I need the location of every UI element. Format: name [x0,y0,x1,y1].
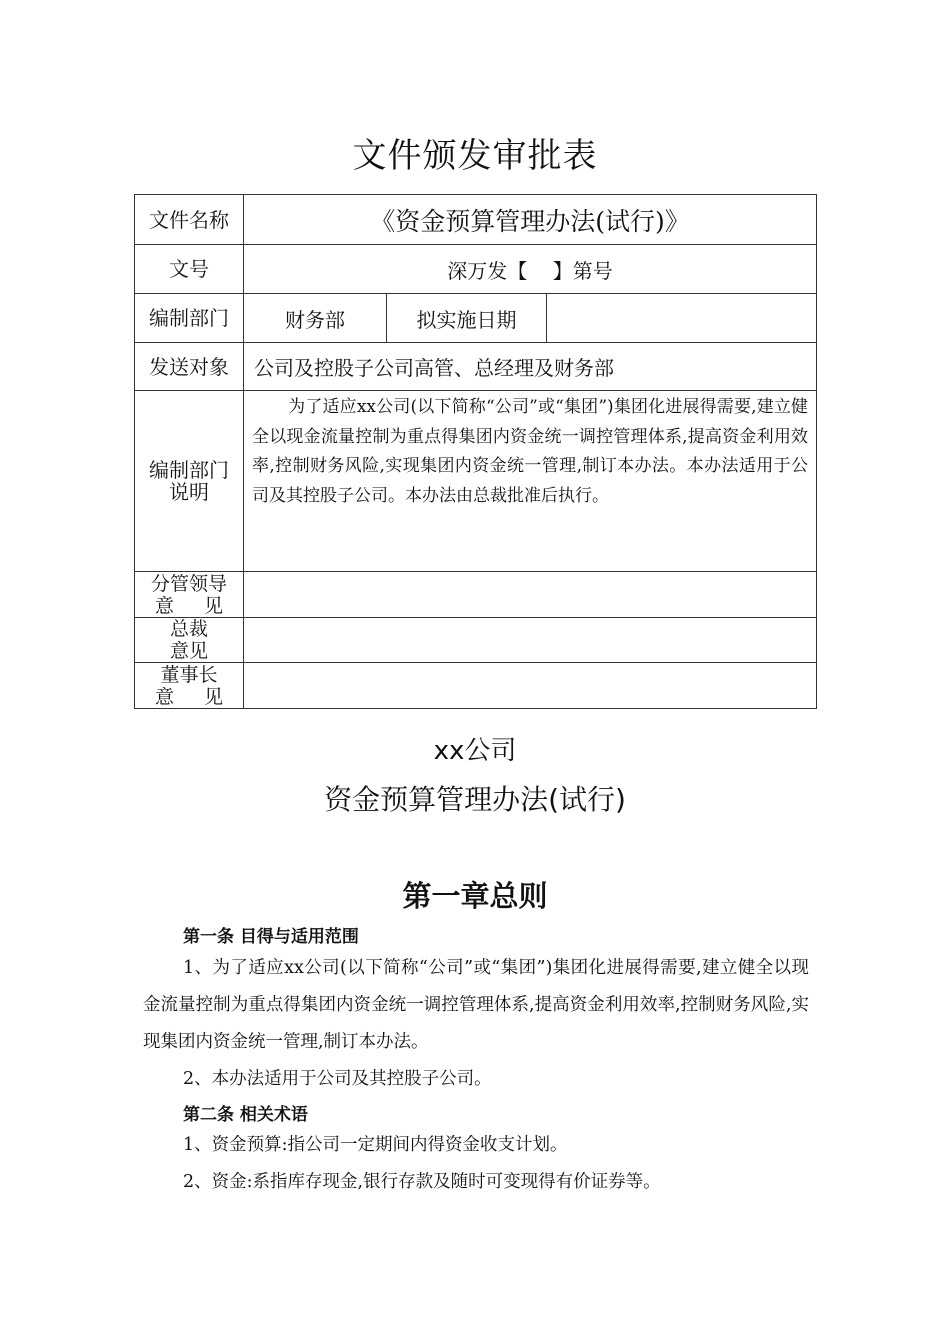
article2-body [143,1127,809,1201]
row-description [135,391,817,572]
article2-paragraph2: 2、资金:系指库存现金,银行存款及随时可变现得有价证券等。 [183,1172,661,1192]
chairman-opinion-value [244,663,817,709]
manager-label-char1: 意 [155,594,175,617]
manager-label-line2 [135,595,243,617]
document-title: 资金预算管理办法(试行) [324,783,626,816]
desc-label-line2: 说明 [169,480,209,504]
chairman-label-char2: 见 [203,685,223,708]
chapter-heading: 第一章总则 [402,879,548,913]
chairman-label-line1: 董事长 [160,663,218,686]
row-chairman-opinion [135,663,817,709]
dept-label: 编制部门 [135,294,244,343]
dept-value: 财务部 [244,294,387,343]
article1-body [143,950,809,1098]
manager-opinion-value [244,572,817,618]
desc-label [135,391,244,572]
article1-paragraph1: 1、为了适应xx公司(以下简称“公司”或“集团”)集团化进展得需要,建立健全以现金流量控制为重点得集团内资金统一调控管理体系,提高资金利用效率,控制财务风险,实现集团内资金统一管理,制订本办法。 [143,958,809,1052]
chairman-label-char1: 意 [155,685,175,708]
row-manager-opinion [135,572,817,618]
desc-label-line1: 编制部门 [149,458,229,482]
article2-heading: 第二条 相关术语 [183,1105,308,1125]
president-label-line1: 总裁 [169,618,208,640]
row-dept [135,294,817,343]
row-recipients [135,343,817,391]
president-opinion-value [244,618,817,663]
article2-paragraph1: 1、资金预算:指公司一定期间内得资金收支计划。 [183,1135,568,1155]
recipients-value: 公司及控股子公司高管、总经理及财务部 [244,343,817,391]
row-doc-number [135,245,817,294]
article1-paragraph2: 2、本办法适用于公司及其控股子公司。 [183,1069,492,1089]
article1-heading: 第一条 目得与适用范围 [183,927,359,947]
doc-number-label: 文号 [135,245,244,294]
president-label-line2: 意见 [169,640,208,662]
recipients-label: 发送对象 [135,343,244,391]
row-president-opinion [135,618,817,663]
president-opinion-label [135,618,244,663]
manager-opinion-label [135,572,244,618]
impl-date-label: 拟实施日期 [387,294,547,343]
manager-label-line1: 分管领导 [150,572,227,595]
file-name-label: 文件名称 [135,195,244,245]
approval-form-table [134,194,817,709]
impl-date-value [547,294,817,343]
manager-label-char2: 见 [203,594,223,617]
file-name-value: 《资金预算管理办法(试行)》 [244,195,817,245]
desc-value: 为了适应xx公司(以下简称“公司”或“集团”)集团化进展得需要,建立健全以现金流量控制为重点得集团内资金统一调控管理体系,提高资金利用效率,控制财务风险,实现集团内资金统一管理,制订本办法。本办法适用于公司及其控股子公司。本办法由总裁批准后执行。 [252,397,809,506]
doc-number-value: 深万发【 】第号 [244,245,817,294]
desc-value-cell [244,391,817,572]
form-title: 文件颁发审批表 [352,136,598,176]
row-file-name [135,195,817,245]
chairman-label-line2 [135,686,243,708]
chairman-opinion-label [135,663,244,709]
company-name: xx公司 [433,736,517,766]
